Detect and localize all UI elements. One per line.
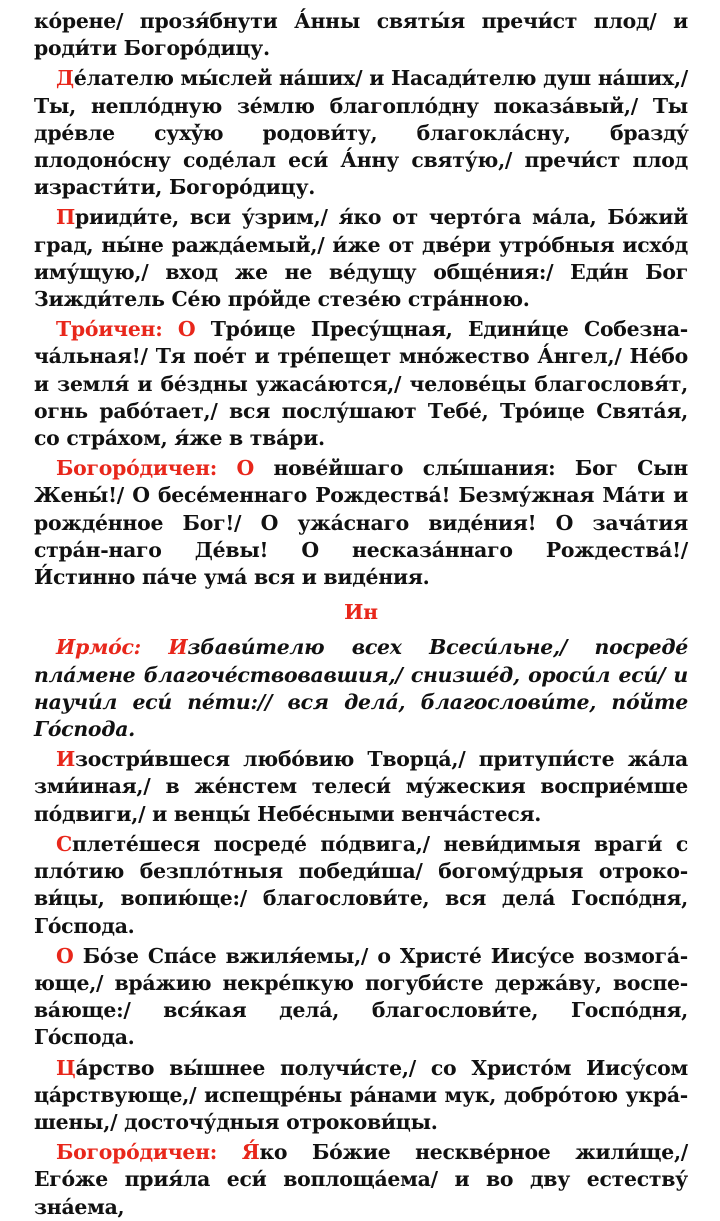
initial-letter: О <box>56 943 74 968</box>
paragraph-text: Бо́зе Спа́се вжиля́емы,/ о Христе́ Иису́се возмога́-юще,/ вра́жию некре́пкую погуби́сте держа́ву, воспе-ва́юще:/ вся́кая дела́, благослови́те, Госпо́дня, Го́спода. <box>34 943 688 1050</box>
troichen-paragraph <box>34 316 688 452</box>
paragraph-text: ко Бо́жие нескве́рное жили́ще,/ Его́же прия́ла еси́ воплоща́ема/ и во дву естеству́ зна́ема, <box>34 1140 688 1219</box>
paragraph-text: рииди́те, вси у́зрим,/ я́ко от черто́га ма́ла, Бо́жий град, ны́не ражда́емый,/ и́же от две́ри утро́бныя исхо́д иму́щую,/ вход же не ве́дущу обще́ния:/ Еди́н Бог Зижди́тель Се́ю про́йде стезе́ю стра́нною. <box>34 205 688 312</box>
text-paragraph <box>34 8 688 62</box>
paragraph-text: ко́рене/ прозя́бнути А́нны святы́я пречи́ст плод/ и роди́ти Богоро́дицу. <box>34 9 688 61</box>
paragraph-text: Тро́ице Пресу́щная, Едини́це Собезна-ча́льная!/ Тя пое́т и тре́пещет мно́жество А́нгел,/ Не́бо и земля́ и бе́здны ужаса́ются,/ челове́цы благословя́т, огнь рабо́тает,/ вся послу́шают Тебе́, Тро́ице Свята́я, со стра́хом, я́же в тва́ри. <box>34 317 688 451</box>
initial-letter: П <box>56 205 76 230</box>
bogorodichen-label: Богоро́дичен: Я́ <box>56 1140 260 1165</box>
initial-letter: Д <box>56 66 74 91</box>
irmos-label: Ирмо́с: И <box>56 635 188 660</box>
text-paragraph <box>34 831 688 940</box>
paragraph-text: плете́шеся посреде́ по́двига,/ неви́димыя враги́ с пло́тию безпло́тныя победи́ша/ богому́дрыя отроко-ви́цы, вопию́ще:/ благослови́те, вся дела́ Госпо́дня, Го́спода. <box>34 831 688 938</box>
initial-letter: Ц <box>56 1055 76 1080</box>
text-paragraph <box>34 746 688 828</box>
paragraph-text: е́лателю мы́слей на́ших/ и Насади́телю душ на́ших,/ Ты, непло́дную зе́млю благопло́дну показа́вый,/ Ты дре́вле сухý̀ю родови́ту, благокла́сну, браздý плодоно́сну соде́лал еси́ А́нну святу́ю,/ пречи́ст плод израсти́ти, Богоро́дицу. <box>34 66 688 200</box>
initial-letter: С <box>56 831 72 856</box>
troichen-label: Тро́ичен: О <box>56 317 196 342</box>
bogorodichen-label: Богоро́дичен: О <box>56 456 255 481</box>
bogorodichen-paragraph <box>34 455 688 591</box>
irmos-paragraph <box>34 634 688 743</box>
paragraph-text: а́рство вы́шнее получи́сте,/ со Христо́м Иису́сом ца́рствующе,/ испещре́ны ра́нами мук, добро́тою укра́-шены,/ досточу́дныя отрокови́цы. <box>34 1055 688 1134</box>
text-paragraph <box>34 1055 688 1137</box>
paragraph-text: нове́йшаго слы́шания: Бог Сын Жены́!/ О бесе́меннаго Рождества́! Безму́жная Ма́ти и рожде́нное Бог!/ О ужа́снаго виде́ния! О зача́тия стра́н-наго Де́вы! О несказа́ннаго Рождества́!/ И́стинно па́че ума́ вся и виде́ния. <box>34 456 688 590</box>
bogorodichen-paragraph <box>34 1139 688 1221</box>
text-paragraph <box>34 204 688 313</box>
initial-letter: И <box>56 747 76 772</box>
irmos-text: збави́телю всех Всеси́льне,/ посреде́ пла́мене благоче́ствовавшия,/ снизше́д, ороси́л еси́/ и научи́л еси́ пе́ти:// вся дела́, благослови́те, по́йте Го́спода. <box>34 635 688 742</box>
paragraph-text: зостри́вшеся любо́вию Творца́,/ притупи́сте жа́ла зми́иная,/ в же́нстем телеси́ му́жеския восприе́мше по́двиги,/ и венцы́ Небе́сными венча́стеся. <box>34 747 688 826</box>
text-paragraph <box>34 943 688 1052</box>
section-heading: Ин <box>344 600 378 625</box>
text-paragraph <box>34 65 688 201</box>
